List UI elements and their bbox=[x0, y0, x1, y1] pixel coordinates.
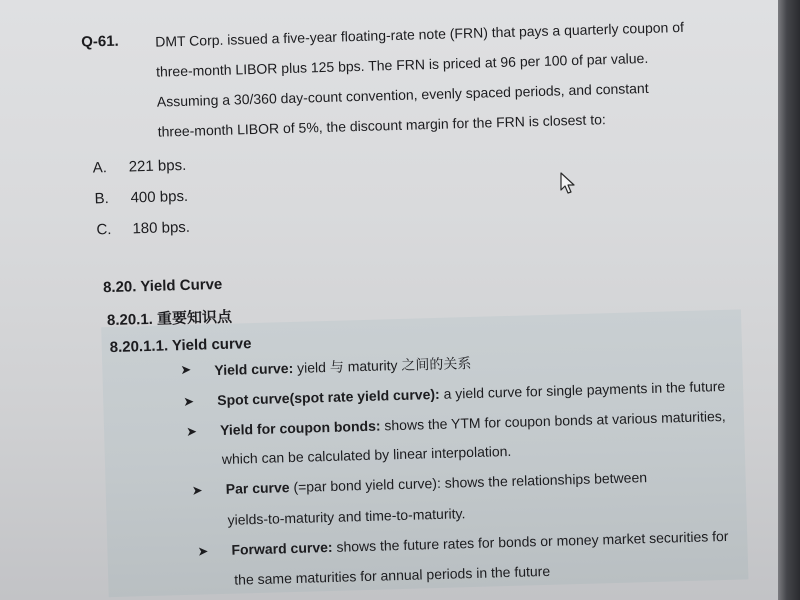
section-heading-key-points: 8.20.1. 重要知识点 bbox=[106, 308, 233, 330]
bullet-term: Yield curve: bbox=[214, 359, 294, 379]
bullet-arrow-icon: ➤ bbox=[183, 393, 195, 410]
option-b bbox=[94, 188, 188, 208]
monitor-bezel bbox=[778, 0, 800, 600]
question-line-3: Assuming a 30/360 day-count convention, evenly spaced periods, and constant bbox=[156, 79, 649, 110]
bullet-text: shows the future rates for bonds or money market securities for bbox=[332, 527, 729, 555]
bullet-text: (=par bond yield curve): shows the relationships between bbox=[289, 469, 648, 496]
bullet-forward-curve-continuation: the same maturities for annual periods in the future bbox=[234, 562, 551, 588]
question-number: Q-61. bbox=[80, 32, 119, 51]
option-b-text: 400 bps. bbox=[130, 187, 189, 207]
option-b-letter: B. bbox=[94, 190, 110, 208]
bullet-arrow-icon: ➤ bbox=[197, 543, 209, 559]
bullet-arrow-icon: ➤ bbox=[180, 361, 192, 378]
mouse-pointer-icon bbox=[560, 172, 576, 196]
option-c-letter: C. bbox=[96, 220, 112, 239]
bullet-arrow-icon: ➤ bbox=[191, 482, 203, 498]
bullet-term: Spot curve(spot rate yield curve): bbox=[217, 385, 440, 409]
bullet-term: Forward curve: bbox=[231, 538, 333, 558]
option-c bbox=[96, 219, 190, 239]
bullet-text: yield 与 maturity 之间的关系 bbox=[293, 354, 472, 376]
option-a-letter: A. bbox=[92, 159, 108, 177]
option-c-text: 180 bps. bbox=[132, 218, 191, 238]
section-heading-yield-curve: 8.20. Yield Curve bbox=[102, 275, 223, 297]
bullet-term: Par curve bbox=[225, 479, 290, 497]
question-line-2: three-month LIBOR plus 125 bps. The FRN is priced at 96 per 100 of par value. bbox=[155, 49, 649, 80]
question-line-4: three-month LIBOR of 5%, the discount margin for the FRN is closest to: bbox=[157, 111, 606, 140]
bullet-text: shows the YTM for coupon bonds at various maturities, bbox=[380, 407, 726, 434]
bullet-par-curve-continuation: yields-to-maturity and time-to-maturity. bbox=[227, 505, 466, 528]
bullet-term: Yield for coupon bonds: bbox=[219, 417, 381, 439]
bullet-coupon-bonds-continuation: which can be calculated by linear interpolation. bbox=[221, 442, 512, 467]
bullet-text: a yield curve for single payments in the future bbox=[439, 377, 726, 402]
question-line-1: DMT Corp. issued a five-year floating-rate note (FRN) that pays a quarterly coupon of bbox=[155, 18, 685, 50]
option-a-text: 221 bps. bbox=[128, 156, 187, 176]
subsection-heading-yield-curve: 8.20.1.1. Yield curve bbox=[109, 335, 252, 357]
option-a bbox=[92, 157, 186, 177]
bullet-arrow-icon: ➤ bbox=[185, 423, 198, 439]
